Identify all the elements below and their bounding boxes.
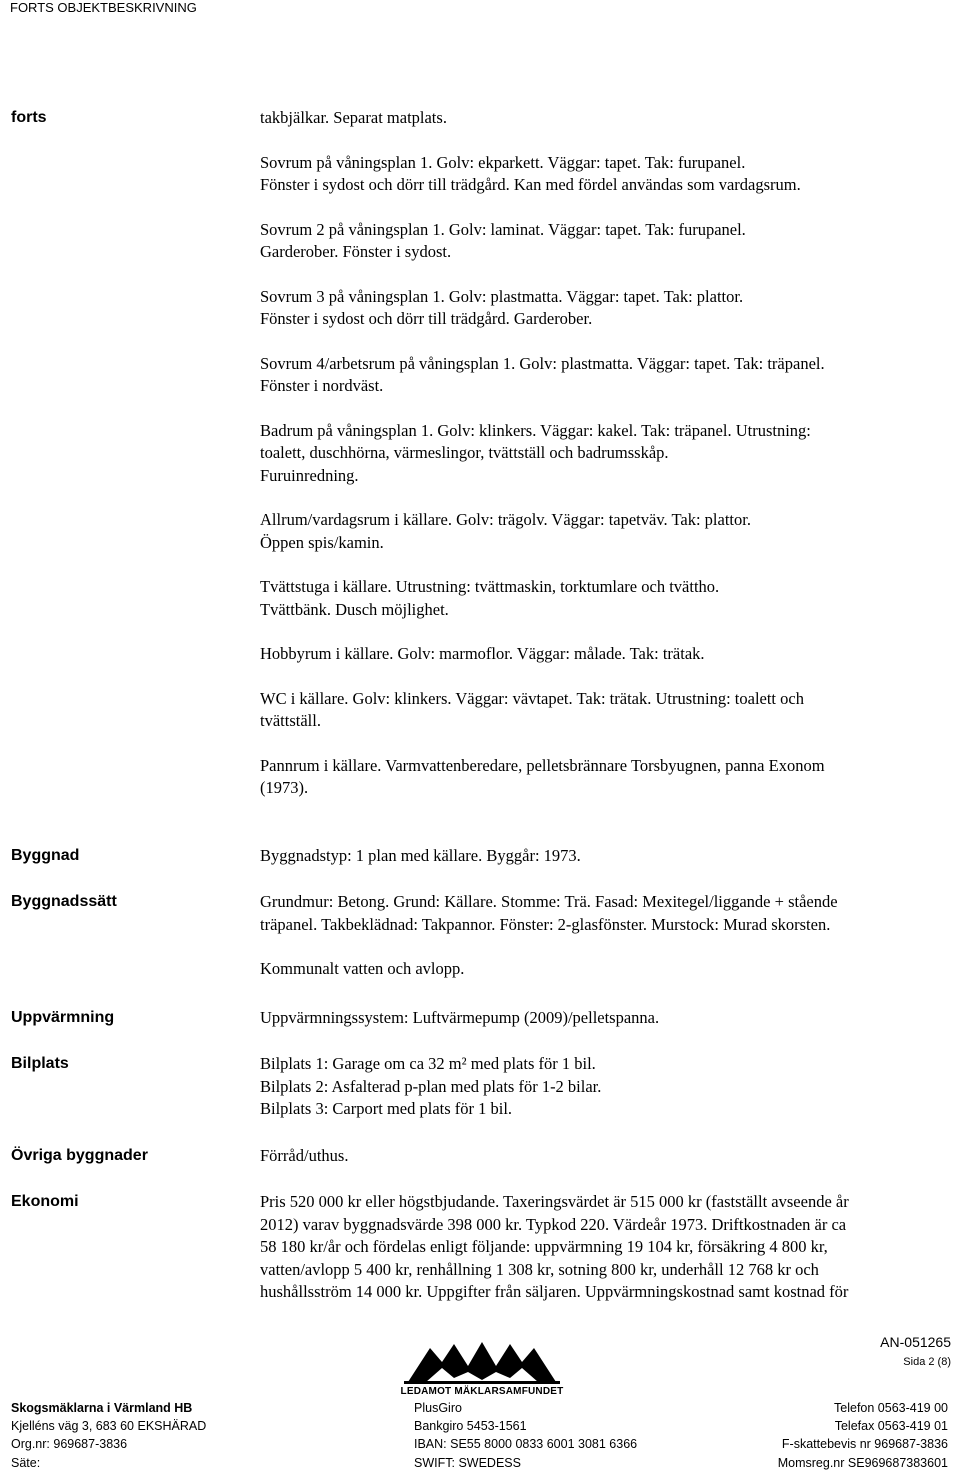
text-line: Fönster i nordväst. [260, 376, 384, 395]
maklarsamfundet-logo-icon [396, 1338, 568, 1386]
footer-bankgiro: Bankgiro 5453-1561 [414, 1419, 527, 1434]
section-label-ovriga-byggnader: Övriga byggnader [11, 1147, 148, 1164]
paragraph [260, 107, 950, 130]
paragraph [260, 643, 950, 666]
footer-org-number: Org.nr: 969687-3836 [11, 1437, 128, 1452]
paragraph [260, 845, 950, 868]
footer-company-info [11, 1399, 206, 1472]
text-line: (1973). [260, 778, 309, 797]
footer-tax-certificate: F-skattebevis nr 969687-3836 [781, 1437, 948, 1452]
text-line: Tvättbänk. Dusch möjlighet. [260, 599, 449, 619]
text-line: Sovrum 4/arbetsrum på våningsplan 1. Golv: plastmatta. Väggar: tapet. Tak: träpanel. [260, 353, 825, 373]
footer-contact-info [778, 1399, 948, 1472]
paragraph [260, 688, 950, 733]
text-line: tvättställ. [260, 711, 321, 730]
text-line: Bilplats 3: Carport med plats för 1 bil. [260, 1099, 513, 1118]
paragraph [260, 420, 950, 488]
text-line: Pannrum i källare. Varmvattenberedare, pelletsbrännare Torsbyugnen, panna Exonom [260, 755, 825, 775]
text-line: vatten/avlopp 5 400 kr, renhållning 1 308 kr, sotning 800 kr, underhåll 12 768 kr och [260, 1259, 819, 1279]
text-line: Badrum på våningsplan 1. Golv: klinkers. Väggar: kakel. Tak: träpanel. Utrustning: [260, 420, 811, 440]
text-line: Grundmur: Betong. Grund: Källare. Stomme: Trä. Fasad: Mexitegel/liggande + stående [260, 892, 838, 911]
text-line: Pris 520 000 kr eller högstbjudande. Taxeringsvärdet är 515 000 kr (fastställt avseende år [260, 1192, 849, 1211]
text-line: Furuinredning. [260, 465, 359, 485]
footer-fax: Telefax 0563-419 01 [834, 1419, 948, 1434]
text-line: WC i källare. Golv: klinkers. Väggar: vävtapet. Tak: trätak. Utrustning: toalett och [260, 688, 804, 708]
section-body-byggnadssatt [260, 891, 950, 981]
text-line: Byggnadstyp: 1 plan med källare. Byggår: 1973. [260, 846, 581, 865]
text-line: Fönster i sydost och dörr till trädgård. Kan med fördel användas som vardagsrum. [260, 175, 801, 194]
footer-seat: Säte: [11, 1455, 41, 1470]
text-line: Sovrum 2 på våningsplan 1. Golv: laminat. Väggar: tapet. Tak: furupanel. [260, 219, 746, 239]
section-label-uppvarmning: Uppvärmning [11, 1009, 115, 1026]
footer-payment-info [414, 1399, 637, 1472]
paragraph [260, 286, 950, 331]
paragraph [260, 353, 950, 398]
paragraph [260, 1053, 950, 1121]
text-line: träpanel. Takbeklädnad: Takpannor. Fönster: 2-glasfönster. Murstock: Murad skorsten. [260, 914, 831, 934]
text-line: Sovrum på våningsplan 1. Golv: ekparkett. Väggar: tapet. Tak: furupanel. [260, 152, 746, 172]
document-reference: AN-051265 [880, 1334, 951, 1350]
paragraph [260, 152, 950, 197]
text-line: Hobbyrum i källare. Golv: marmoflor. Väggar: målade. Tak: trätak. [260, 644, 705, 663]
section-body-bilplats [260, 1053, 950, 1121]
text-line: Bilplats 2: Asfalterad p-plan med plats för 1-2 bilar. [260, 1076, 602, 1096]
paragraph [260, 1145, 950, 1168]
paragraph [260, 958, 950, 981]
footer-plusgiro: PlusGiro [414, 1401, 462, 1415]
text-line: 2012) varav byggnadsvärde 398 000 kr. Typkod 220. Värdeår 1973. Driftkostnaden är ca [260, 1214, 847, 1234]
paragraph [260, 891, 950, 936]
section-body-forts [260, 107, 950, 800]
text-line: 58 180 kr/år och fördelas enligt följande: uppvärmning 19 104 kr, försäkring 4 800 kr, [260, 1237, 828, 1256]
footer-address: Kjelléns väg 3, 683 60 EKSHÄRAD [11, 1419, 207, 1434]
footer-iban: IBAN: SE55 8000 0833 6001 3081 6366 [414, 1437, 638, 1452]
section-label-byggnad: Byggnad [11, 847, 80, 864]
document-header-title: FORTS OBJEKTBESKRIVNING [10, 0, 197, 15]
section-body-ekonomi [260, 1191, 950, 1304]
section-body-byggnad [260, 845, 950, 868]
text-line: Öppen spis/kamin. [260, 532, 384, 552]
page-footer [0, 1320, 960, 1476]
section-body-uppvarmning [260, 1007, 950, 1030]
footer-phone: Telefon 0563-419 00 [834, 1401, 948, 1415]
footer-company-name: Skogsmäklarna i Värmland HB [11, 1401, 193, 1415]
section-label-ekonomi: Ekonomi [11, 1193, 79, 1210]
text-line: Bilplats 1: Garage om ca 32 m² med plats för 1 bil. [260, 1054, 596, 1073]
text-line: Förråd/uthus. [260, 1146, 349, 1165]
paragraph [260, 576, 950, 621]
text-line: takbjälkar. Separat matplats. [260, 108, 447, 127]
section-label-bilplats: Bilplats [11, 1055, 69, 1072]
footer-vat-number: Momsreg.nr SE969687383601 [777, 1455, 948, 1470]
text-line: Fönster i sydost och dörr till trädgård. Garderober. [260, 309, 593, 328]
text-line: Sovrum 3 på våningsplan 1. Golv: plastmatta. Väggar: tapet. Tak: plattor. [260, 286, 744, 306]
paragraph [260, 1007, 950, 1030]
text-line: Garderober. Fönster i sydost. [260, 242, 452, 261]
logo-text: LEDAMOT MÄKLARSAMFUNDET [400, 1386, 564, 1397]
section-body-ovriga-byggnader [260, 1145, 950, 1168]
text-line: toalett, duschhörna, värmeslingor, tvättställ och badrumsskåp. [260, 443, 669, 462]
section-label-forts: forts [11, 109, 47, 126]
page-number: Sida 2 (8) [903, 1356, 951, 1368]
footer-swift: SWIFT: SWEDESS [414, 1455, 521, 1470]
paragraph [260, 509, 950, 554]
text-line: Tvättstuga i källare. Utrustning: tvättmaskin, torktumlare och tvättho. [260, 577, 720, 596]
maklarsamfundet-logo [396, 1338, 568, 1406]
text-line: Uppvärmningssystem: Luftvärmepump (2009)/pelletspanna. [260, 1008, 660, 1027]
section-label-byggnadssatt: Byggnadssätt [11, 893, 117, 910]
paragraph [260, 219, 950, 264]
text-line: hushållsström 14 000 kr. Uppgifter från säljaren. Uppvärmningskostnad samt kostnad för [260, 1282, 849, 1301]
text-line: Allrum/vardagsrum i källare. Golv: trägolv. Väggar: tapetväv. Tak: plattor. [260, 510, 751, 529]
paragraph [260, 1191, 950, 1304]
text-line: Kommunalt vatten och avlopp. [260, 959, 465, 978]
paragraph [260, 755, 950, 800]
